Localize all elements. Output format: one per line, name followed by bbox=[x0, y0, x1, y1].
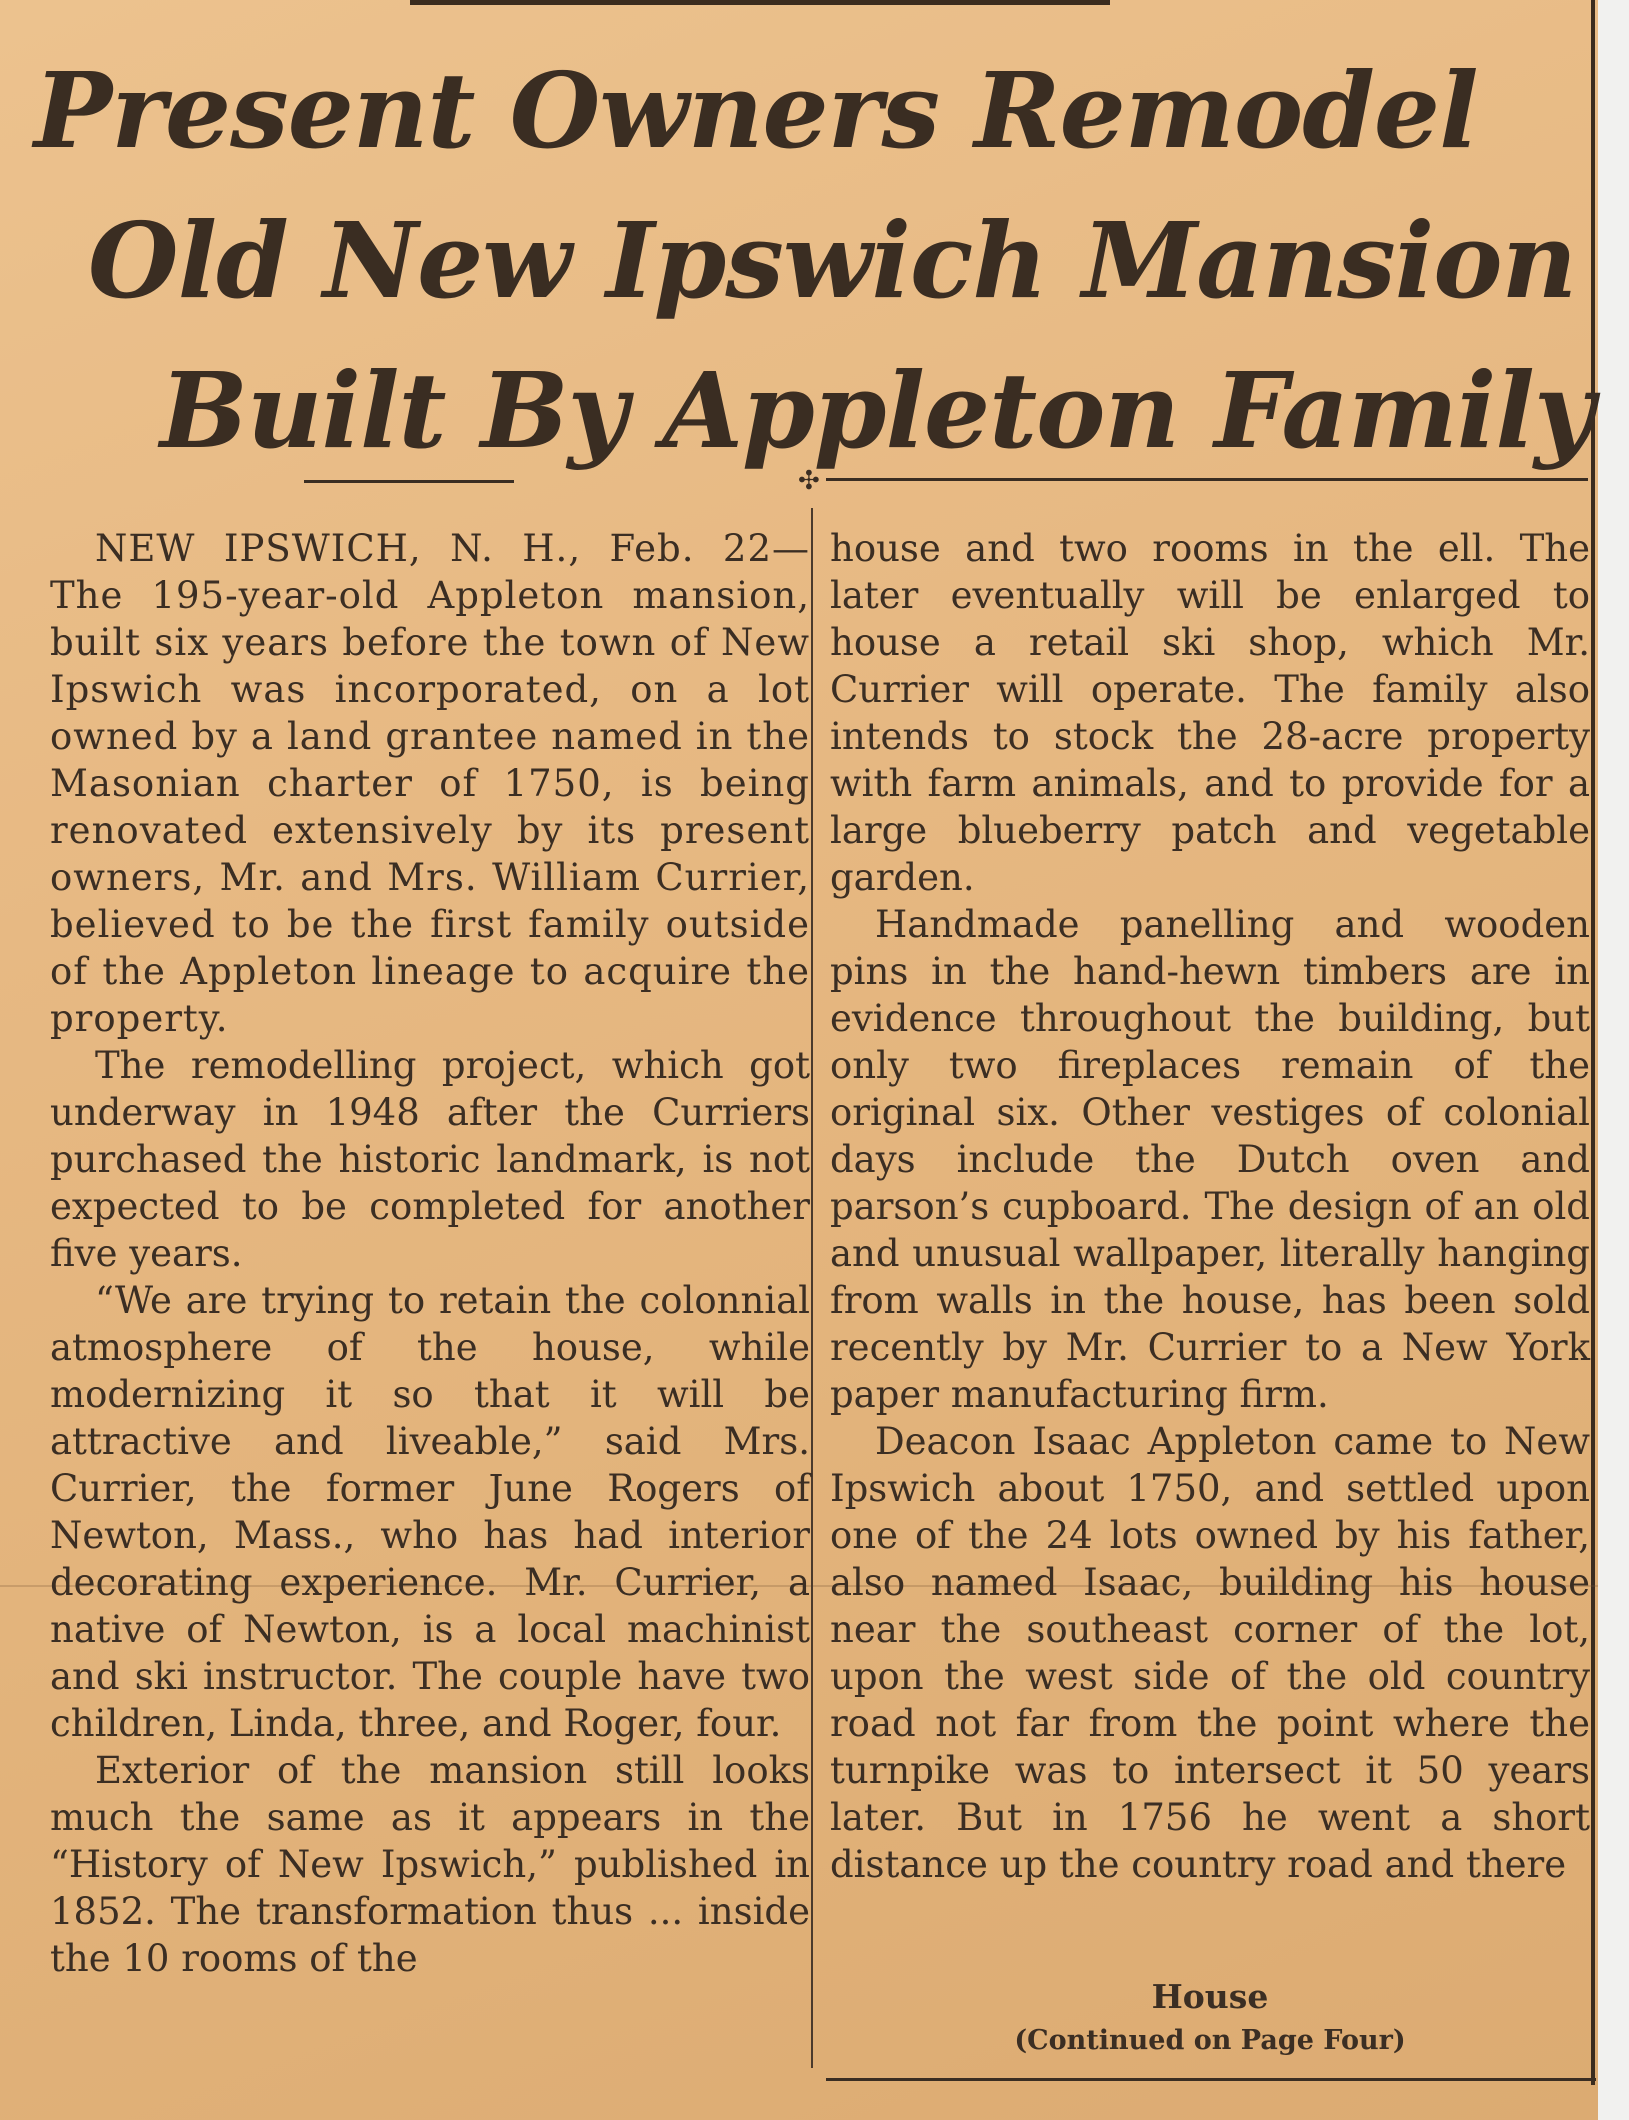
article-paragraph: The remodelling project, which got underway in 1948 after the Curriers purchased the historic landmark, is not expected to be completed for another five years. bbox=[50, 1044, 810, 1275]
article-column-left bbox=[50, 525, 810, 1982]
article-paragraph: Handmade panelling and wooden pins in the hand-hewn timbers are in evidence throughout the building, but only two fireplaces remain of the original six. Other vestiges of colonial days include the Dutch oven and parson’s cupboard. The design of an old and unusual wallpaper, literally hanging from walls in the house, has been sold recently by Mr. Currier to a New York paper manufacturing firm. bbox=[830, 903, 1590, 1416]
article-paragraph: “We are trying to retain the colonnial atmosphere of the house, while modernizing it so that it will be attractive and liveable,” said Mrs. Currier, the former June Rogers of Newton, Mass., who has had interior decorating experience. Mr. Currier, a native of Newton, is a local machinist and ski instructor. The couple have two children, Linda, three, and Roger, four. bbox=[50, 1279, 810, 1745]
adjacent-column-rule bbox=[1591, 0, 1595, 2085]
headline bbox=[20, 36, 1594, 486]
headline-line-3: Built By Appleton Family bbox=[160, 349, 1594, 472]
headline-line-2: Old New Ipswich Mansion bbox=[88, 199, 1577, 322]
ornament-icon: ✣ bbox=[798, 466, 820, 496]
column-divider bbox=[811, 508, 813, 2068]
article-paragraph: Deacon Isaac Appleton came to New Ipswich about 1750, and settled upon one of the 24 lots owned by his father, also named Isaac, building his house near the southeast corner of the lot, upon the west side of the old country road not far from the point where the turnpike was to intersect it 50 years later. But in 1756 he went a short distance up the country road and there bbox=[830, 1420, 1590, 1886]
scan-margin bbox=[1598, 0, 1629, 2120]
article-paragraph: NEW IPSWICH, N. H., Feb. 22— The 195-year-old Appleton mansion, built six years before the town of New Ipswich was incorporated, on a lot owned by a land grantee named in the Masonian charter of 1750, is being renovated extensively by its present owners, Mr. and Mrs. William Currier, believed to be the first family outside of the Appleton lineage to acquire the property. bbox=[50, 527, 810, 1040]
article-paragraph: house and two rooms in the ell. The later eventually will be enlarged to house a retail ski shop, which Mr. Currier will operate. The family also intends to stock the 28-acre property with farm animals, and to provide for a large blueberry patch and vegetable garden. bbox=[830, 527, 1590, 899]
headline-rule-right bbox=[826, 478, 1588, 481]
article-column-right bbox=[830, 525, 1590, 1888]
jump-title: House bbox=[1151, 1977, 1269, 2016]
headline-rule-left bbox=[304, 480, 514, 483]
bottom-rule bbox=[826, 2078, 1596, 2081]
article-paragraph: Exterior of the mansion still looks much the same as it appears in the “History of New Ipswich,” published in 1852. The transformation thus ... inside the 10 rooms of the bbox=[50, 1749, 810, 1980]
continued-on-page-link: (Continued on Page Four) bbox=[1014, 2025, 1406, 2056]
top-rule bbox=[410, 0, 1110, 5]
headline-line-1: Present Owners Remodel bbox=[34, 49, 1478, 172]
